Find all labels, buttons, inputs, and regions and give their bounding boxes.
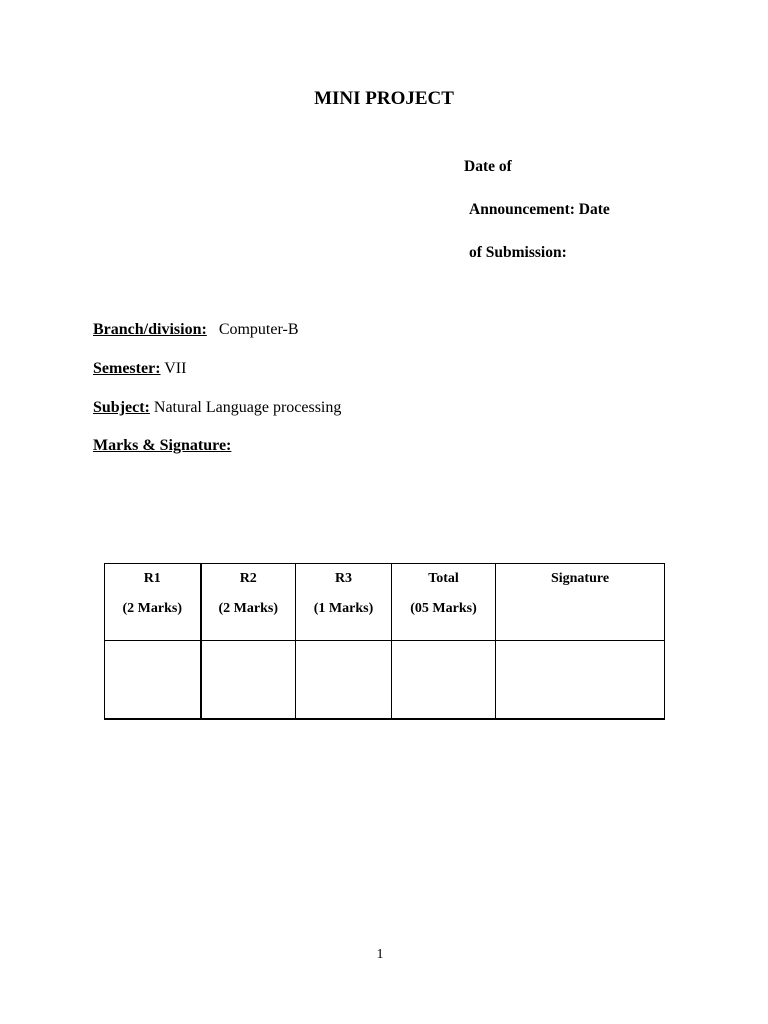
table-row [105,641,665,720]
branch-value: Computer-B [218,321,299,338]
signature-cell [496,641,665,720]
subject-value: Natural Language processing [153,399,342,416]
branch-field [93,321,298,339]
date-line-1: Date of [464,158,512,175]
semester-field [93,360,186,378]
marks-signature-label: Marks & Signature: [93,437,232,454]
semester-value: VII [164,360,187,377]
date-line-3: of Submission: [469,244,567,261]
marks-signature-field [93,437,231,455]
marks-table [104,563,665,720]
r3-cell [296,641,392,720]
header-r2-name: R2 [239,571,257,586]
subject-field [93,399,341,417]
header-total-marks: (05 Marks) [410,601,477,616]
header-r1 [105,564,201,641]
date-line-2: Announcement: Date [469,201,610,218]
header-r3-name: R3 [334,571,353,586]
header-total [392,564,496,641]
subject-label: Subject: [93,399,150,416]
total-cell [392,641,496,720]
header-r3-marks: (1 Marks) [313,601,374,616]
header-r2-marks: (2 Marks) [218,601,278,616]
page-title: MINI PROJECT [314,88,454,109]
header-signature-name: Signature [550,571,610,586]
page-number: 1 [376,947,384,962]
header-r1-marks: (2 Marks) [122,601,182,616]
header-signature [496,564,665,641]
header-r3 [296,564,392,641]
semester-label: Semester: [93,360,161,377]
header-r2 [201,564,296,641]
header-total-name: Total [428,571,459,586]
r2-cell [201,641,296,720]
header-r1-name: R1 [143,571,161,586]
r1-cell [105,641,201,720]
table-header-row [105,564,665,641]
branch-label: Branch/division: [93,321,207,338]
